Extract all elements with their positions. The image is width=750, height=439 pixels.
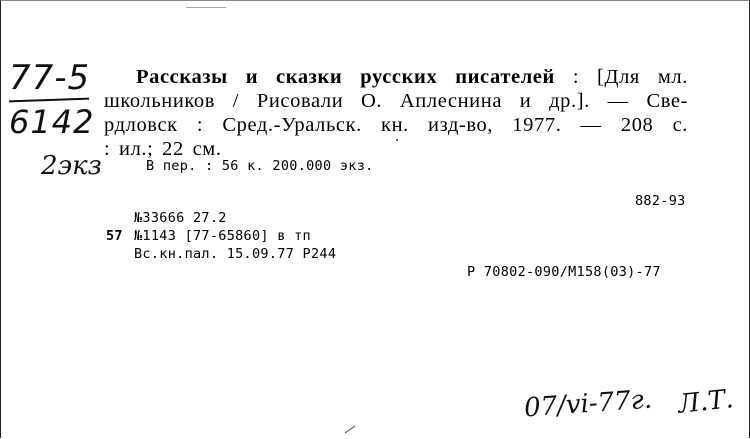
- entry-line-2: школьников / Рисовали О. Аплеснина и др.]. — Све-: [104, 90, 688, 112]
- publisher-index: Р 70802-090/М158(03)-77: [467, 264, 661, 280]
- handwritten-date: 07/vi-77г.: [523, 384, 654, 424]
- entry-line-1: [104, 65, 688, 89]
- bottom-mark: [345, 426, 355, 434]
- accession-line-2: [106, 227, 311, 245]
- handwritten-initials: Л.Т.: [676, 384, 735, 420]
- top-mark: [186, 7, 226, 8]
- accession-number: 57: [106, 228, 123, 244]
- entry-line-1-rest: : [Для мл.: [554, 66, 688, 88]
- accession-line-3: Вс.кн.пал. 15.09.77 Р244: [134, 246, 337, 262]
- accession-line-2-text: №1143 [77-65860] в тп: [134, 228, 311, 244]
- shelfmark-bottom: 6142: [9, 103, 95, 141]
- entry-line-3: рдловск : Сред.-Уральск. кн. изд-во, 1977. — 208 с.: [104, 114, 688, 136]
- classification-number: 882-93: [635, 193, 686, 209]
- shelfmark-top: 77-5: [9, 58, 91, 98]
- copies-note: 2экз: [41, 151, 102, 181]
- price-line: В пер. : 56 к. 200.000 экз.: [146, 158, 374, 174]
- entry-line-4: : ил.; 22 см.: [104, 138, 222, 160]
- accession-line-1: №33666 27.2: [134, 210, 227, 226]
- bibliographic-entry: [104, 65, 688, 161]
- book-title: Рассказы и сказки русских писателей: [136, 66, 555, 88]
- shelfmark-divider: [9, 98, 89, 103]
- speck: [396, 139, 398, 141]
